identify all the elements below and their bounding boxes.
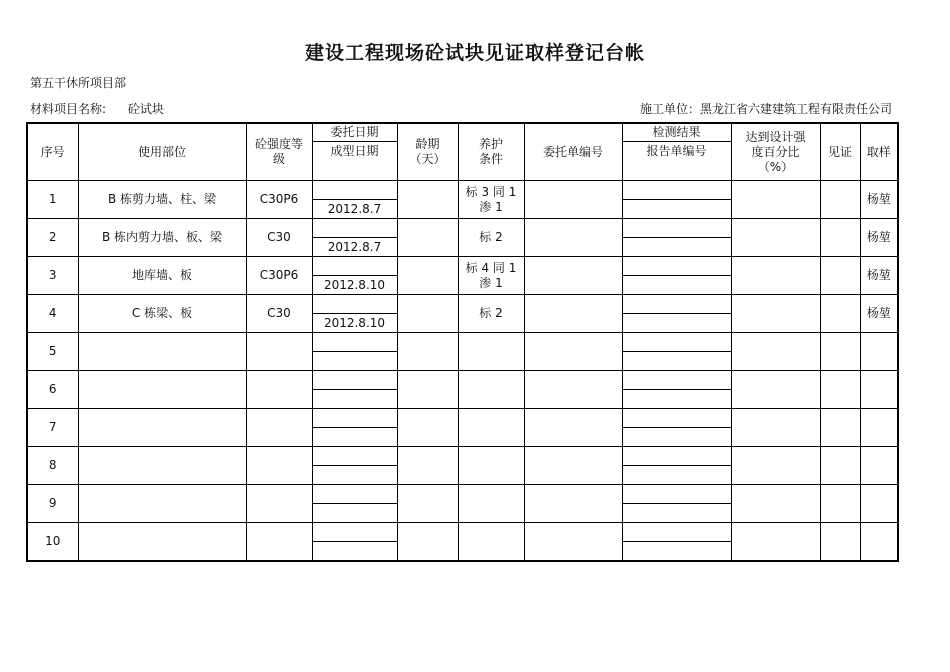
row-curing [458, 181, 524, 219]
row-curing [458, 409, 524, 447]
row-entrust-no [524, 219, 622, 257]
row-grade [246, 523, 312, 562]
row-report-no [622, 466, 731, 485]
row-grade [246, 447, 312, 485]
row-percent [731, 181, 820, 219]
table-row [27, 295, 898, 314]
header-test-result: 检测结果 [622, 123, 731, 142]
row-report-no [622, 238, 731, 257]
row-test-result [622, 257, 731, 276]
table-row [27, 333, 898, 352]
row-location [78, 371, 246, 409]
row-seq: 3 [27, 257, 78, 295]
row-witness [820, 371, 860, 409]
row-seq: 8 [27, 447, 78, 485]
row-test-result [622, 295, 731, 314]
row-curing-line2: 渗 1 [479, 275, 503, 290]
header-age: 龄期（天） [397, 123, 458, 181]
row-cast-date [312, 542, 397, 562]
row-cast-date [312, 504, 397, 523]
header-seq: 序号 [27, 123, 78, 181]
row-percent [731, 485, 820, 523]
row-grade [246, 409, 312, 447]
header-location: 使用部位 [78, 123, 246, 181]
row-seq: 2 [27, 219, 78, 257]
row-cast-date [312, 428, 397, 447]
row-age [397, 485, 458, 523]
header-entrust-date: 委托日期 [312, 123, 397, 142]
row-entrust-date [312, 295, 397, 314]
row-entrust-no [524, 371, 622, 409]
header-report-no: 报告单编号 [622, 142, 731, 181]
row-witness [820, 219, 860, 257]
header-sampler: 取样 [860, 123, 898, 181]
table-row [27, 371, 898, 390]
department-label: 第五干休所项目部 [30, 76, 127, 90]
row-percent [731, 409, 820, 447]
row-sampler [860, 333, 898, 371]
row-report-no [622, 352, 731, 371]
row-test-result [622, 371, 731, 390]
row-curing [458, 257, 524, 295]
contractor-info: 施工单位：黑龙江省六建建筑工程有限责任公司 [639, 102, 892, 116]
row-entrust-no [524, 447, 622, 485]
table-row [27, 523, 898, 542]
row-witness [820, 409, 860, 447]
row-test-result [622, 447, 731, 466]
row-sampler [860, 447, 898, 485]
row-seq: 7 [27, 409, 78, 447]
row-age [397, 409, 458, 447]
row-entrust-date [312, 409, 397, 428]
row-cast-date: 2012.8.7 [312, 200, 397, 219]
row-seq: 6 [27, 371, 78, 409]
row-entrust-date [312, 485, 397, 504]
row-entrust-date [312, 257, 397, 276]
row-test-result [622, 409, 731, 428]
header-entrust-no: 委托单编号 [524, 123, 622, 181]
row-sampler [860, 371, 898, 409]
row-location: B 栋内剪力墙、板、梁 [78, 219, 246, 257]
row-age [397, 371, 458, 409]
row-seq: 10 [27, 523, 78, 562]
row-curing [458, 523, 524, 562]
material-label: 材料项目名称: [30, 102, 107, 116]
row-location [78, 409, 246, 447]
row-cast-date: 2012.8.10 [312, 314, 397, 333]
row-entrust-date [312, 371, 397, 390]
row-sampler: 杨堃 [860, 181, 898, 219]
row-location [78, 485, 246, 523]
row-witness [820, 333, 860, 371]
row-report-no [622, 276, 731, 295]
row-report-no [622, 504, 731, 523]
row-percent [731, 447, 820, 485]
row-sampler: 杨堃 [860, 295, 898, 333]
row-witness [820, 257, 860, 295]
row-entrust-no [524, 181, 622, 219]
row-location: B 栋剪力墙、柱、梁 [78, 181, 246, 219]
ledger-table [26, 122, 899, 562]
row-cast-date: 2012.8.10 [312, 276, 397, 295]
ledger-body [27, 181, 898, 562]
row-witness [820, 485, 860, 523]
row-entrust-date [312, 219, 397, 238]
row-entrust-date [312, 523, 397, 542]
row-entrust-no [524, 295, 622, 333]
row-witness [820, 295, 860, 333]
row-grade: C30 [246, 219, 312, 257]
row-entrust-date [312, 333, 397, 352]
row-entrust-date [312, 447, 397, 466]
material-value: 砼试块 [127, 102, 164, 116]
row-sampler: 杨堃 [860, 219, 898, 257]
header-grade: 砼强度等级 [246, 123, 312, 181]
table-row [27, 485, 898, 504]
row-seq: 4 [27, 295, 78, 333]
row-grade: C30P6 [246, 257, 312, 295]
row-grade: C30 [246, 295, 312, 333]
row-cast-date [312, 352, 397, 371]
row-seq: 9 [27, 485, 78, 523]
row-report-no [622, 390, 731, 409]
material-info [30, 100, 164, 117]
row-curing [458, 485, 524, 523]
row-witness [820, 447, 860, 485]
table-row [27, 447, 898, 466]
row-curing [458, 447, 524, 485]
row-entrust-no [524, 523, 622, 562]
row-sampler: 杨堃 [860, 257, 898, 295]
row-test-result [622, 181, 731, 200]
row-sampler [860, 485, 898, 523]
row-entrust-no [524, 409, 622, 447]
row-curing [458, 219, 524, 257]
table-row [27, 409, 898, 428]
row-location [78, 333, 246, 371]
row-test-result [622, 333, 731, 352]
row-entrust-date [312, 181, 397, 200]
row-percent [731, 257, 820, 295]
row-age [397, 295, 458, 333]
row-grade [246, 485, 312, 523]
row-cast-date [312, 390, 397, 409]
row-percent [731, 371, 820, 409]
row-seq: 5 [27, 333, 78, 371]
row-witness [820, 523, 860, 562]
row-report-no [622, 428, 731, 447]
row-percent [731, 219, 820, 257]
row-location: C 栋梁、板 [78, 295, 246, 333]
row-grade [246, 371, 312, 409]
table-row [27, 257, 898, 276]
row-report-no [622, 200, 731, 219]
row-age [397, 333, 458, 371]
row-curing-line1: 标 2 [479, 230, 503, 244]
row-seq: 1 [27, 181, 78, 219]
row-age [397, 523, 458, 562]
row-location [78, 523, 246, 562]
row-curing [458, 333, 524, 371]
row-curing-line1: 标 2 [479, 306, 503, 320]
row-entrust-no [524, 333, 622, 371]
header-cast-date: 成型日期 [312, 142, 397, 181]
row-curing-line2: 渗 1 [479, 199, 503, 214]
row-test-result [622, 485, 731, 504]
row-age [397, 257, 458, 295]
row-sampler [860, 409, 898, 447]
row-percent [731, 523, 820, 562]
header-witness: 见证 [820, 123, 860, 181]
row-age [397, 447, 458, 485]
row-curing-line1: 标 3 同 1 [465, 184, 517, 199]
row-witness [820, 181, 860, 219]
page-title: 建设工程现场砼试块见证取样登记台帐 [304, 42, 645, 64]
row-location: 地库墙、板 [78, 257, 246, 295]
header-curing: 养护条件 [458, 123, 524, 181]
row-curing [458, 371, 524, 409]
row-percent [731, 333, 820, 371]
row-age [397, 181, 458, 219]
row-location [78, 447, 246, 485]
row-sampler [860, 523, 898, 562]
row-grade [246, 333, 312, 371]
row-curing [458, 295, 524, 333]
row-percent [731, 295, 820, 333]
header-percent: 达到设计强度百分比（%） [731, 123, 820, 181]
row-cast-date: 2012.8.7 [312, 238, 397, 257]
row-age [397, 219, 458, 257]
row-entrust-no [524, 257, 622, 295]
row-report-no [622, 314, 731, 333]
table-row [27, 219, 898, 238]
row-cast-date [312, 466, 397, 485]
row-test-result [622, 219, 731, 238]
row-entrust-no [524, 485, 622, 523]
row-curing-line1: 标 4 同 1 [465, 260, 517, 275]
table-row [27, 181, 898, 200]
row-test-result [622, 523, 731, 542]
row-grade: C30P6 [246, 181, 312, 219]
row-report-no [622, 542, 731, 562]
